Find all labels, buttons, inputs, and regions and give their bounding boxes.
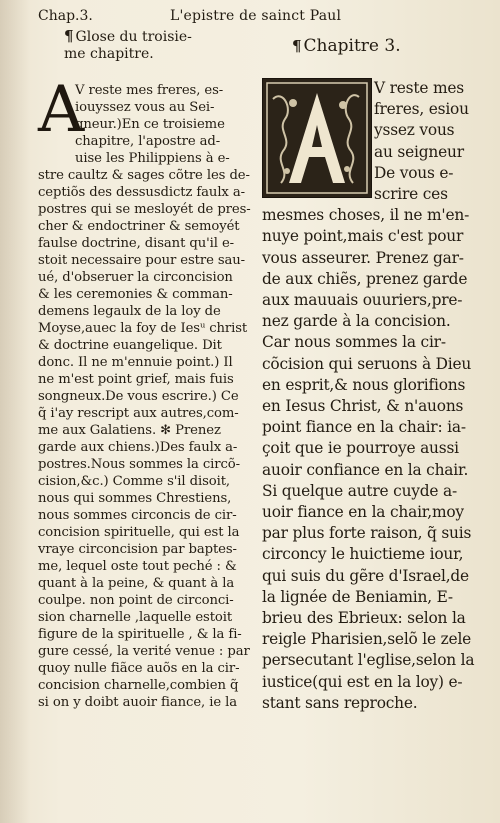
chapter-line: par plus forte raison, q̃ suis [262,524,472,543]
chapter-line: en esprit,& nous glorifions [262,375,466,394]
gloss-line: uise les Philippiens à e- [75,151,230,166]
gloss-drop-cap: A [38,73,85,147]
woodcut-ornament-icon [263,79,371,197]
gloss-line: Moyse,auec la foy de Iesᵘ christ [38,321,248,336]
gloss-line: nous sommes circoncis de cir- [38,508,237,523]
chapter-line: de aux chiẽs, prenez garde [262,269,468,288]
pilcrow-icon: ¶ [64,27,74,45]
gloss-line: concision charnelle,combien q̃ [38,678,239,693]
gloss-line: songneux.De vous escrire.) Ce [38,389,239,404]
gloss-line: quoy nulle fiãce auõs en la cir- [38,661,240,676]
gloss-line: cher & endoctriner & semoyét [38,219,240,234]
gloss-line: sion charnelle ,laquelle estoit [38,610,233,625]
gloss-line: me, lequel oste tout peché : & [38,559,237,574]
gloss-line: garde aux chiens.)Des faulx a- [38,440,238,455]
gloss-line: stre caultz & sages cõtre les de- [38,168,250,183]
chapter-line: De vous e- [374,163,454,182]
gloss-line: iouyssez vous au Sei- [75,100,215,115]
running-head-chapter: Chap.3. [38,8,93,24]
gloss-line: ne m'est point grief, mais fuis [38,372,234,387]
gloss-line: vraye circoncision par baptes- [38,542,237,557]
chapter-line: brieu des Ebrieux: selon la [262,609,466,627]
chapter-line: V reste mes [374,79,464,97]
gloss-heading [64,28,192,63]
chapter-heading [292,36,401,56]
chapter-line: mesmes choses, il ne m'en- [262,206,470,225]
chapter-line: iustice(qui est en la loy) e- [262,672,463,691]
gloss-line: postres.Nous sommes la circõ- [38,457,240,472]
chapter-line: reigle Pharisien,selõ le zele [262,630,472,649]
chapter-line: la lignée de Beniamin, E- [262,587,453,606]
gloss-heading-line1: Glose du troisie- [75,29,192,45]
chapter-line: auoir confiance en la chair. [262,460,469,479]
chapter-line: uoir fiance en la chair,moy [262,503,464,521]
chapter-line: Car nous sommes la cir- [262,333,446,352]
woodcut-initial [262,78,372,198]
chapter-line: yssez vous [374,121,455,140]
chapter-line: cõcision qui seruons à Dieu [262,354,472,373]
chapter-heading-text: Chapitre 3. [303,36,401,56]
gloss-line: V reste mes freres, es- [75,83,224,98]
chapter-line: point fiance en la chair: ia- [262,418,466,437]
gloss-line: chapitre, l'apostre ad- [75,134,221,149]
chapter-line: freres, esiou [374,100,469,119]
gloss-line: donc. Il ne m'ennuie point.) Il [38,355,233,370]
running-header [0,6,500,30]
gloss-line: si on y doibt auoir fiance, ie la [38,695,238,710]
chapter-line: stant sans reproche. [262,693,418,712]
chapter-line: Si quelque autre cuyde a- [262,481,458,500]
gloss-line: gneur.)En ce troisieme [75,117,225,132]
gloss-line: me aux Galatiens. ✻ Prenez [38,423,221,438]
gloss-heading-line2: me chapitre. [64,46,154,62]
gloss-line: concision spirituelle, qui est la [38,525,240,540]
gloss-line: nous qui sommes Chrestiens, [38,491,232,506]
gloss-line: postres qui se mesloyét de pres- [38,202,251,217]
gloss-line: ué, d'obseruer la circoncision [38,270,233,285]
chapter-line: nuye point,mais c'est pour [262,227,464,246]
gloss-line: quant à la peine, & quant à la [38,576,235,591]
chapter-line: circoncy le huictieme iour, [262,545,464,564]
gloss-line: cision,&c.) Comme s'il disoit, [38,474,230,489]
chapter-line: scrire ces [374,185,448,203]
chapter-line: nez garde à la concision. [262,312,451,331]
chapter-line: vous asseurer. Prenez gar- [262,248,464,267]
chapter-line: persecutant l'eglise,selon la [262,651,475,670]
gloss-line: & les ceremonies & comman- [38,287,233,302]
gloss-line: demens legaulx de la loy de [38,304,221,319]
gloss-line: figure de la spirituelle , & la fi- [38,627,242,642]
gloss-line: faulse doctrine, disant qu'il e- [38,236,235,251]
gloss-line: stoit necessaire pour estre sau- [38,253,246,268]
gloss-line: ceptiõs des dessusdictz faulx a- [38,185,245,200]
chapter-line: aux mauuais ouuriers,pre- [262,291,463,309]
gloss-line: coulpe. non point de circonci- [38,593,234,608]
chapter-line: çoit que ie pourroye aussi [262,439,459,458]
pilcrow-icon: ¶ [292,37,302,55]
chapter-line: qui suis du gẽre d'Israel,de [262,566,469,585]
gutter-shadow [0,0,30,823]
gloss-line: q̃ i'ay rescript aux autres,com- [38,406,239,421]
gloss-line: gure cessé, la verité venue : par [38,644,250,659]
chapter-line: au seigneur [374,142,464,161]
gloss-line: & doctrine euangelique. Dit [38,338,222,353]
chapter-line: en Iesus Christ, & n'auons [262,397,464,415]
running-head-title: L'epistre de sainct Paul [170,8,342,24]
